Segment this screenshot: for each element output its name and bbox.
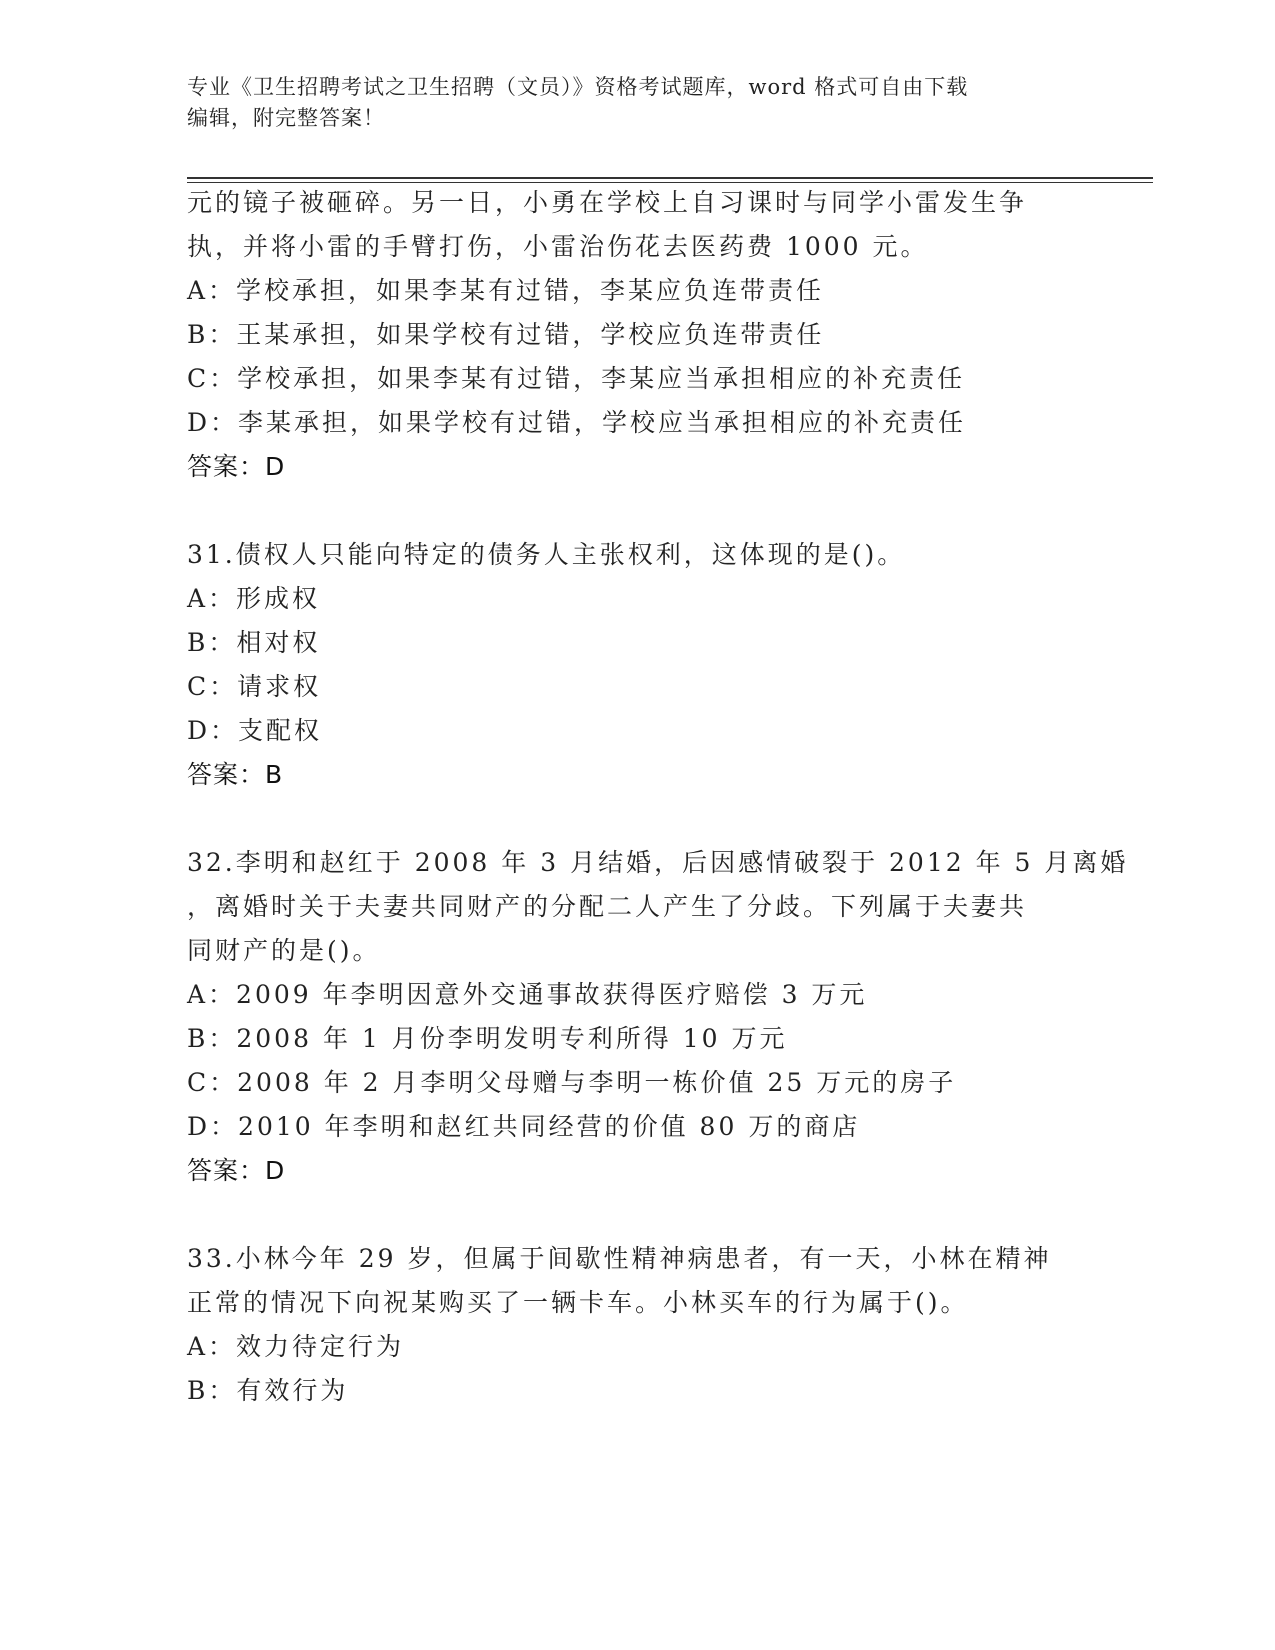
document-header [187, 72, 1087, 134]
option-b: B：2008 年 1 月份李明发明专利所得 10 万元 [187, 1024, 788, 1053]
option-b: B：有效行为 [187, 1376, 349, 1405]
header-rule [187, 177, 1153, 179]
answer-line: 答案：D [187, 1156, 286, 1185]
question-text-line: 元的镜子被砸碎。另一日，小勇在学校上自习课时与同学小雷发生争 [187, 188, 1028, 217]
answer-line: 答案：B [187, 760, 284, 789]
header-line: 专业《卫生招聘考试之卫生招聘（文员）》资格考试题库，word 格式可自由下载 [187, 75, 969, 99]
option-d: D：支配权 [187, 716, 323, 745]
option-b: B：相对权 [187, 628, 321, 657]
option-b: B：王某承担，如果学校有过错，学校应负连带责任 [187, 320, 825, 349]
question-stem: ，离婚时关于夫妻共同财产的分配二人产生了分歧。下列属于夫妻共 [187, 892, 1028, 921]
option-a: A：效力待定行为 [187, 1332, 405, 1361]
header-line: 编辑，附完整答案！ [187, 106, 385, 130]
header-rule [187, 182, 1153, 183]
answer-line: 答案：D [187, 452, 286, 481]
option-c: C：2008 年 2 月李明父母赠与李明一栋价值 25 万元的房子 [187, 1068, 957, 1097]
option-d: D：2010 年李明和赵红共同经营的价值 80 万的商店 [187, 1112, 861, 1141]
question-stem: 33.小林今年 29 岁，但属于间歇性精神病患者，有一天，小林在精神 [187, 1244, 1052, 1273]
question-stem: 同财产的是()。 [187, 936, 381, 965]
option-a: A：学校承担，如果李某有过错，李某应负连带责任 [187, 276, 825, 305]
question-stem: 31.债权人只能向特定的债务人主张权利，这体现的是()。 [187, 540, 906, 569]
option-d: D：李某承担，如果学校有过错，学校应当承担相应的补充责任 [187, 408, 967, 437]
question-text-line: 执，并将小雷的手臂打伤，小雷治伤花去医药费 1000 元。 [187, 232, 929, 261]
option-a: A：形成权 [187, 584, 321, 613]
question-stem: 32.李明和赵红于 2008 年 3 月结婚，后因感情破裂于 2012 年 5 月离婚 [187, 848, 1129, 877]
question-stem: 正常的情况下向祝某购买了一辆卡车。小林买车的行为属于()。 [187, 1288, 969, 1317]
option-c: C：学校承担，如果李某有过错，李某应当承担相应的补充责任 [187, 364, 966, 393]
option-c: C：请求权 [187, 672, 322, 701]
option-a: A：2009 年李明因意外交通事故获得医疗赔偿 3 万元 [187, 980, 868, 1009]
